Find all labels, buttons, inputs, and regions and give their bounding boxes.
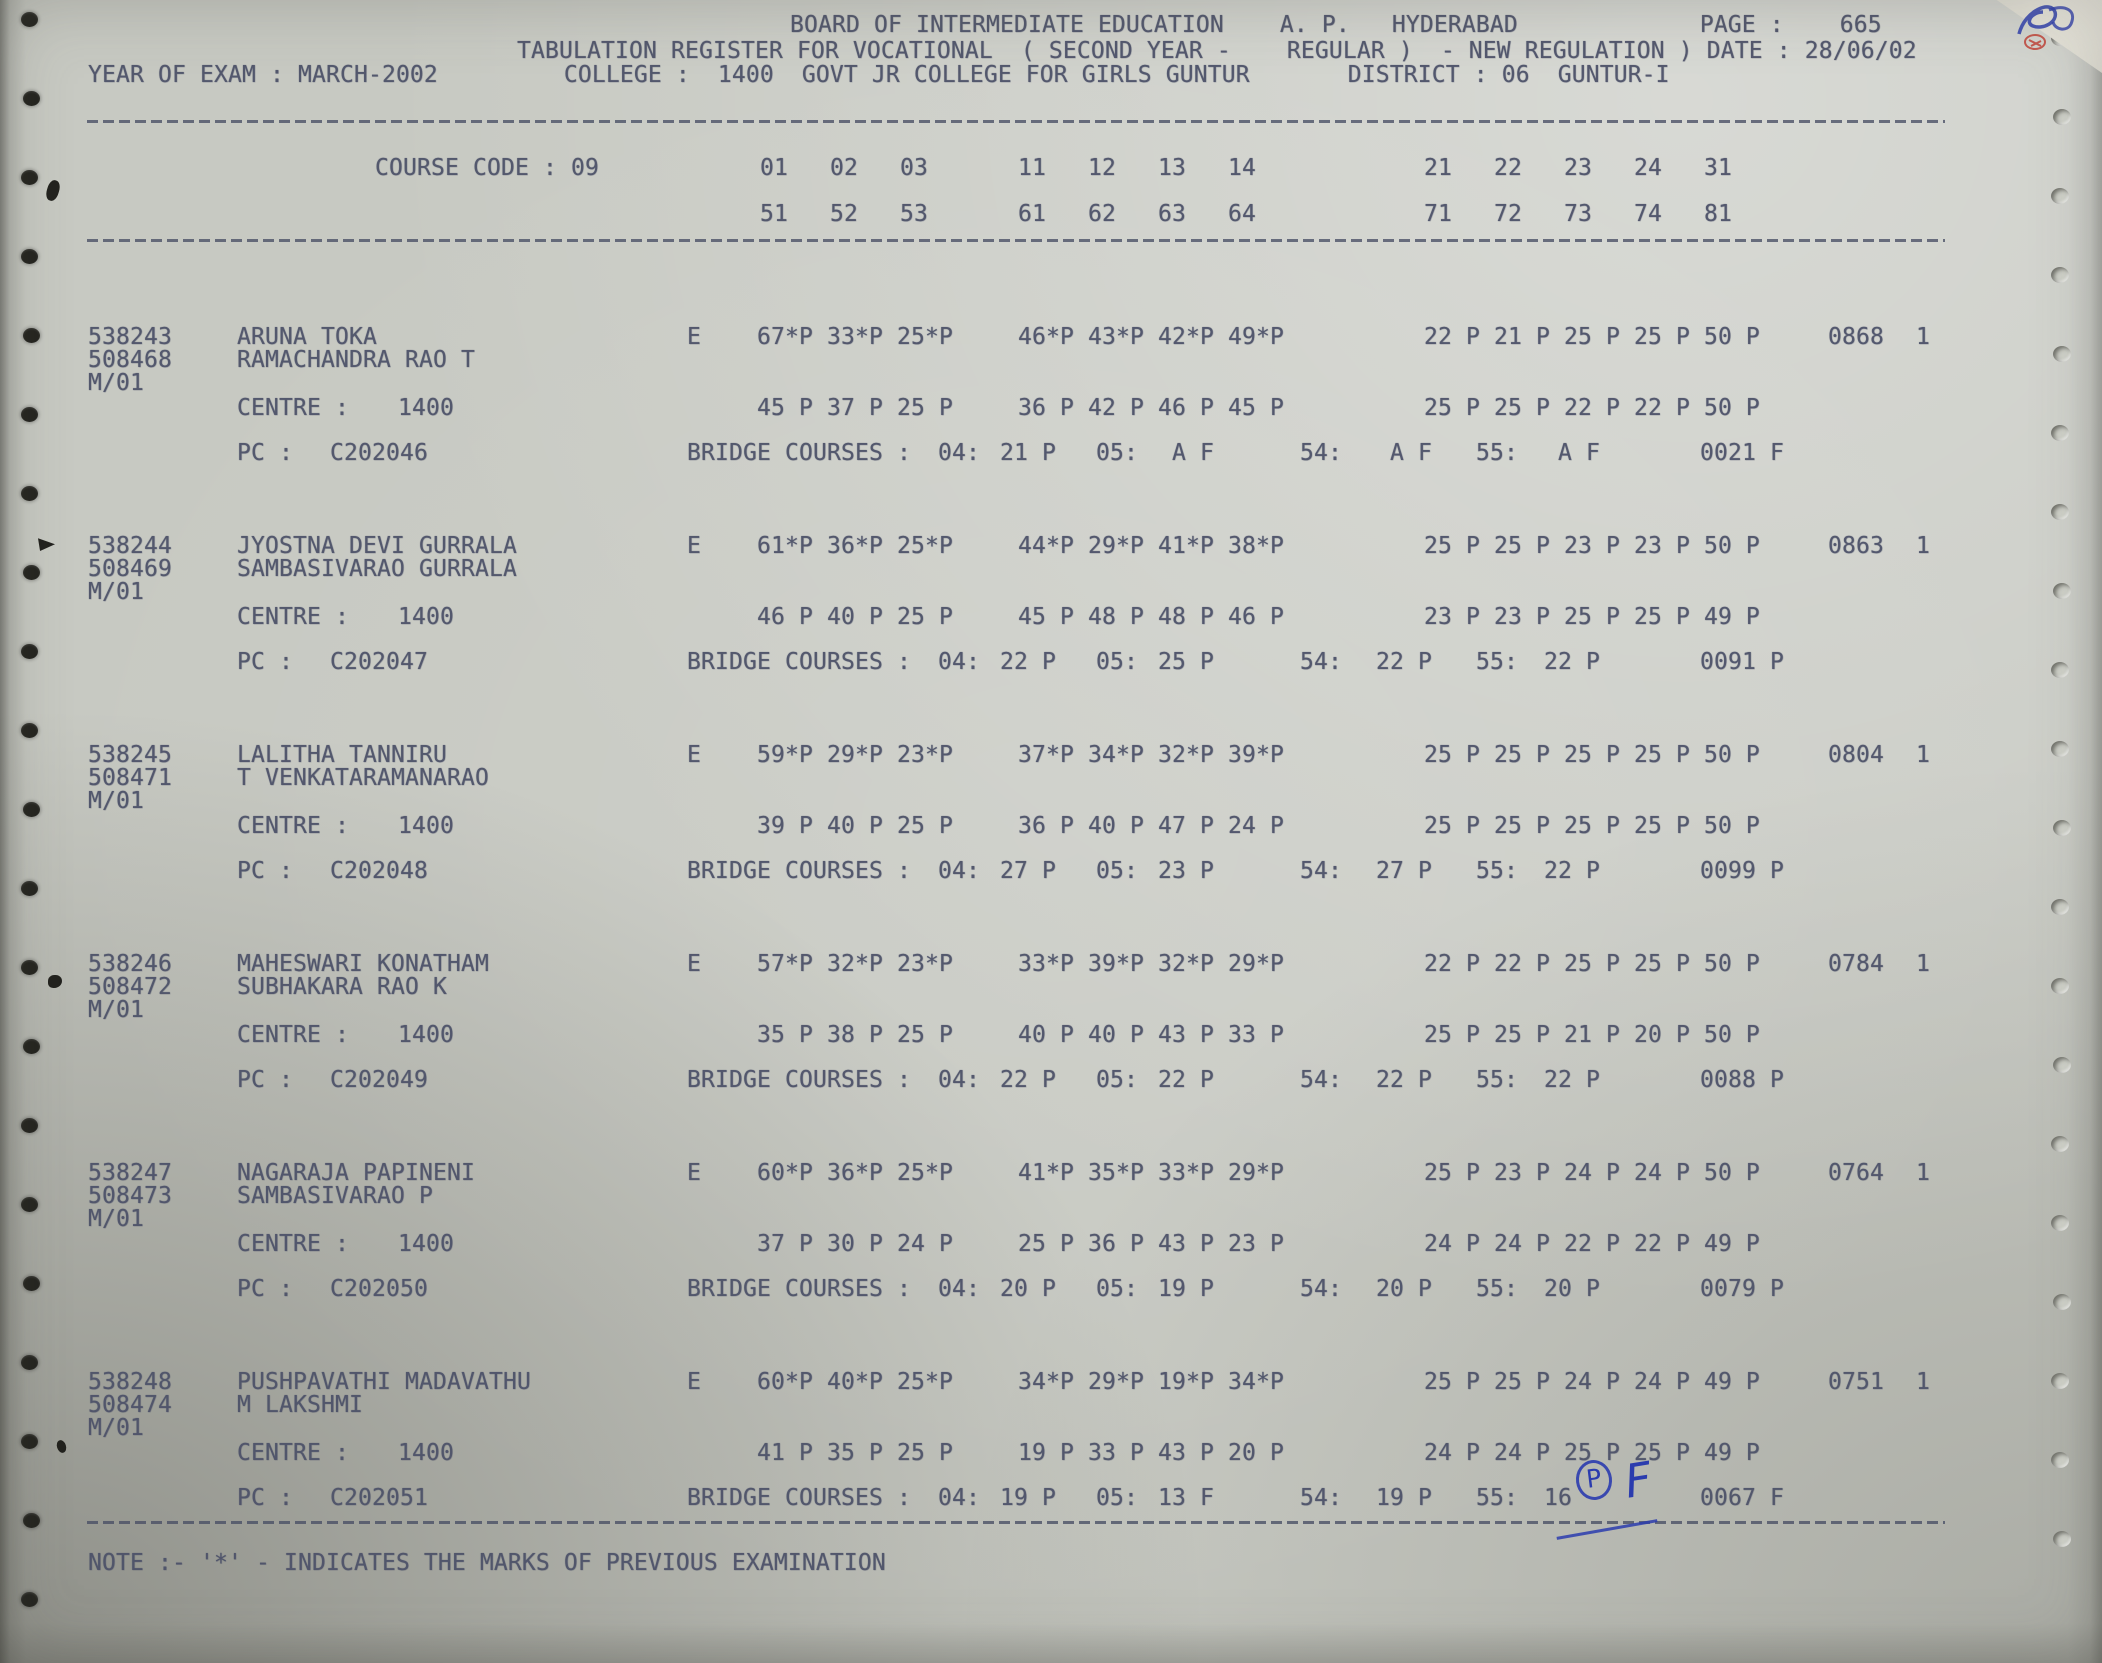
pc-label: PC : <box>237 649 293 675</box>
parent-name: SUBHAKARA RAO K <box>237 974 447 1000</box>
pc-label: PC : <box>237 1276 293 1302</box>
attempt-no: 1 <box>1916 1369 1930 1395</box>
bridge-mark: 21 P <box>1000 440 1056 466</box>
pc-label: PC : <box>237 1485 293 1511</box>
centre-label: CENTRE : <box>237 813 349 839</box>
year1-marks-group2: 46*P 43*P 42*P 49*P <box>1018 324 1284 350</box>
bridge-mark: 20 P <box>1000 1276 1056 1302</box>
bridge-code: 05: <box>1096 1485 1138 1511</box>
bridge-mark: 19 P <box>1000 1485 1056 1511</box>
student-name: MAHESWARI KONATHAM <box>237 951 489 977</box>
sprocket-hole <box>21 644 38 659</box>
pen-annotation <box>1576 1451 1656 1509</box>
bridge-code: 54: <box>1300 649 1342 675</box>
sprocket-hole <box>2053 346 2071 362</box>
bridge-mark: A F <box>1158 440 1214 466</box>
medium-code: M/01 <box>88 579 144 605</box>
alt-no: 508468 <box>88 347 172 373</box>
sprocket-hole <box>21 960 38 975</box>
sprocket-hole <box>2051 1373 2069 1389</box>
year1-marks-group1: 60*P 36*P 25*P <box>757 1160 953 1186</box>
year1-marks-group3: 25 P 25 P 25 P 25 P 50 P <box>1424 742 1760 768</box>
centre-value: 1400 <box>398 604 454 630</box>
attempt-no: 1 <box>1916 324 1930 350</box>
bridge-courses-label: BRIDGE COURSES : <box>687 1276 911 1302</box>
year1-total: 0863 <box>1828 533 1884 559</box>
sprocket-hole <box>2051 188 2069 204</box>
sprocket-hole <box>2053 1057 2071 1073</box>
medium-code: M/01 <box>88 997 144 1023</box>
student-name: LALITHA TANNIRU <box>237 742 447 768</box>
sprocket-hole <box>23 91 40 106</box>
student-name: PUSHPAVATHI MADAVATHU <box>237 1369 531 1395</box>
year1-total: 0804 <box>1828 742 1884 768</box>
bridge-total: 0079 P <box>1700 1276 1784 1302</box>
sprocket-hole <box>23 1039 40 1054</box>
bridge-mark: 22 P <box>1376 649 1432 675</box>
medium-code: M/01 <box>88 1415 144 1441</box>
bridge-mark: 20 P <box>1376 1276 1432 1302</box>
sprocket-hole <box>2051 662 2069 678</box>
year2-marks-group1: 45 P 37 P 25 P <box>757 395 953 421</box>
ink-mark <box>55 1439 68 1454</box>
centre-value: 1400 <box>398 395 454 421</box>
sprocket-hole <box>2051 899 2069 915</box>
year1-marks-group1: 59*P 29*P 23*P <box>757 742 953 768</box>
year1-marks-group2: 37*P 34*P 32*P 39*P <box>1018 742 1284 768</box>
bridge-mark: A F <box>1544 440 1600 466</box>
centre-value: 1400 <box>398 1022 454 1048</box>
sprocket-hole <box>2051 741 2069 757</box>
sprocket-hole <box>2051 425 2069 441</box>
subject-codes-row1-group1: 01 02 03 <box>760 155 928 181</box>
bridge-mark: 16 <box>1544 1485 1572 1511</box>
year1-marks-group2: 41*P 35*P 33*P 29*P <box>1018 1160 1284 1186</box>
year1-marks-group1: 61*P 36*P 25*P <box>757 533 953 559</box>
bridge-mark: 25 P <box>1158 649 1214 675</box>
reg-no: 538244 <box>88 533 172 559</box>
sprocket-hole <box>21 12 38 27</box>
year2-marks-group3: 25 P 25 P 22 P 22 P 50 P <box>1424 395 1760 421</box>
sprocket-hole <box>23 1513 40 1528</box>
pc-value: C202047 <box>330 649 428 675</box>
ink-mark <box>44 179 61 202</box>
ink-mark <box>38 536 55 551</box>
bridge-code: 04: <box>938 440 980 466</box>
year1-total: 0764 <box>1828 1160 1884 1186</box>
bridge-courses-label: BRIDGE COURSES : <box>687 1485 911 1511</box>
attempt-no: 1 <box>1916 742 1930 768</box>
language-flag: E <box>687 742 701 768</box>
pc-label: PC : <box>237 1067 293 1093</box>
subject-codes-row2-group3: 71 72 73 74 81 <box>1424 201 1732 227</box>
centre-label: CENTRE : <box>237 1022 349 1048</box>
year2-marks-group3: 24 P 24 P 25 P 25 P 49 P <box>1424 1440 1760 1466</box>
centre-label: CENTRE : <box>237 395 349 421</box>
alt-no: 508472 <box>88 974 172 1000</box>
bridge-mark: 22 P <box>1158 1067 1214 1093</box>
pc-value: C202051 <box>330 1485 428 1511</box>
sprocket-hole <box>2053 583 2071 599</box>
bridge-code: 05: <box>1096 1276 1138 1302</box>
bridge-mark: 27 P <box>1000 858 1056 884</box>
bridge-courses-label: BRIDGE COURSES : <box>687 649 911 675</box>
pc-label: PC : <box>237 858 293 884</box>
pc-value: C202046 <box>330 440 428 466</box>
sprocket-hole <box>2051 504 2069 520</box>
sprocket-hole <box>21 486 38 501</box>
bridge-mark: 13 F <box>1158 1485 1214 1511</box>
sprocket-hole <box>21 1355 38 1370</box>
pen-letter: F <box>1621 1451 1656 1509</box>
year2-marks-group1: 46 P 40 P 25 P <box>757 604 953 630</box>
bridge-mark: 22 P <box>1376 1067 1432 1093</box>
bridge-mark: 19 P <box>1158 1276 1214 1302</box>
bridge-mark: 22 P <box>1544 649 1600 675</box>
header-board-line: BOARD OF INTERMEDIATE EDUCATION A. P. HYDERABAD PAGE : 665 <box>790 12 1882 38</box>
parent-name: T VENKATARAMANARAO <box>237 765 489 791</box>
bridge-total: 0067 F <box>1700 1485 1784 1511</box>
reg-no: 538246 <box>88 951 172 977</box>
attempt-no: 1 <box>1916 1160 1930 1186</box>
bridge-mark: 22 P <box>1000 1067 1056 1093</box>
year2-marks-group2: 36 P 40 P 47 P 24 P <box>1018 813 1284 839</box>
bridge-total: 0088 P <box>1700 1067 1784 1093</box>
language-flag: E <box>687 1369 701 1395</box>
sprocket-hole <box>2053 1294 2071 1310</box>
bridge-mark: 23 P <box>1158 858 1214 884</box>
bridge-code: 54: <box>1300 1067 1342 1093</box>
year1-marks-group2: 34*P 29*P 19*P 34*P <box>1018 1369 1284 1395</box>
language-flag: E <box>687 1160 701 1186</box>
bridge-code: 05: <box>1096 858 1138 884</box>
year1-marks-group1: 67*P 33*P 25*P <box>757 324 953 350</box>
alt-no: 508473 <box>88 1183 172 1209</box>
bridge-code: 05: <box>1096 1067 1138 1093</box>
year2-marks-group2: 19 P 33 P 43 P 20 P <box>1018 1440 1284 1466</box>
year1-marks-group1: 60*P 40*P 25*P <box>757 1369 953 1395</box>
reg-no: 538243 <box>88 324 172 350</box>
parent-name: SAMBASIVARAO GURRALA <box>237 556 517 582</box>
bridge-mark: 19 P <box>1376 1485 1432 1511</box>
parent-name: RAMACHANDRA RAO T <box>237 347 475 373</box>
year1-total: 0751 <box>1828 1369 1884 1395</box>
year2-marks-group3: 25 P 25 P 21 P 20 P 50 P <box>1424 1022 1760 1048</box>
subject-codes-row1-group3: 21 22 23 24 31 <box>1424 155 1732 181</box>
year1-total: 0784 <box>1828 951 1884 977</box>
year1-marks-group3: 25 P 25 P 24 P 24 P 49 P <box>1424 1369 1760 1395</box>
sprocket-hole <box>23 1276 40 1291</box>
sprocket-hole <box>2051 267 2069 283</box>
pc-label: PC : <box>237 440 293 466</box>
reg-no: 538248 <box>88 1369 172 1395</box>
year2-marks-group2: 40 P 40 P 43 P 33 P <box>1018 1022 1284 1048</box>
sprocket-hole <box>2051 1136 2069 1152</box>
bridge-code: 04: <box>938 1485 980 1511</box>
bridge-code: 04: <box>938 858 980 884</box>
year1-marks-group3: 25 P 25 P 23 P 23 P 50 P <box>1424 533 1760 559</box>
year2-marks-group1: 39 P 40 P 25 P <box>757 813 953 839</box>
sprocket-hole <box>21 1592 38 1607</box>
bridge-code: 54: <box>1300 1276 1342 1302</box>
pc-value: C202048 <box>330 858 428 884</box>
bridge-code: 54: <box>1300 858 1342 884</box>
year2-marks-group3: 24 P 24 P 22 P 22 P 49 P <box>1424 1231 1760 1257</box>
language-flag: E <box>687 533 701 559</box>
medium-code: M/01 <box>88 370 144 396</box>
year2-marks-group2: 36 P 42 P 46 P 45 P <box>1018 395 1284 421</box>
year1-marks-group2: 44*P 29*P 41*P 38*P <box>1018 533 1284 559</box>
bridge-code: 55: <box>1476 1276 1518 1302</box>
sprocket-hole <box>21 170 38 185</box>
centre-label: CENTRE : <box>237 604 349 630</box>
centre-label: CENTRE : <box>237 1231 349 1257</box>
year1-marks-group3: 25 P 23 P 24 P 24 P 50 P <box>1424 1160 1760 1186</box>
sprocket-hole <box>2053 820 2071 836</box>
sprocket-hole <box>21 249 38 264</box>
separator-line <box>87 120 1945 123</box>
bridge-code: 55: <box>1476 1067 1518 1093</box>
alt-no: 508474 <box>88 1392 172 1418</box>
year1-marks-group3: 22 P 21 P 25 P 25 P 50 P <box>1424 324 1760 350</box>
sprocket-hole <box>2053 1531 2071 1547</box>
sprocket-hole <box>21 881 38 896</box>
centre-value: 1400 <box>398 813 454 839</box>
header-exam-college-line: YEAR OF EXAM : MARCH-2002 COLLEGE : 1400 GOVT JR COLLEGE FOR GIRLS GUNTUR DISTRICT : 06 GUNTUR-I <box>88 62 1670 88</box>
attempt-no: 1 <box>1916 533 1930 559</box>
bridge-total: 0099 P <box>1700 858 1784 884</box>
year2-marks-group1: 41 P 35 P 25 P <box>757 1440 953 1466</box>
bridge-mark: 22 P <box>1544 1067 1600 1093</box>
bridge-code: 04: <box>938 1067 980 1093</box>
separator-line <box>87 239 1945 242</box>
bridge-code: 04: <box>938 1276 980 1302</box>
pc-value: C202049 <box>330 1067 428 1093</box>
medium-code: M/01 <box>88 1206 144 1232</box>
red-pen-scribble-icon <box>2025 35 2045 49</box>
bridge-mark: 20 P <box>1544 1276 1600 1302</box>
alt-no: 508469 <box>88 556 172 582</box>
year2-marks-group2: 45 P 48 P 48 P 46 P <box>1018 604 1284 630</box>
year2-marks-group3: 23 P 23 P 25 P 25 P 49 P <box>1424 604 1760 630</box>
footnote: NOTE :- '*' - INDICATES THE MARKS OF PREVIOUS EXAMINATION <box>88 1550 886 1576</box>
bridge-courses-label: BRIDGE COURSES : <box>687 1067 911 1093</box>
centre-value: 1400 <box>398 1440 454 1466</box>
bridge-code: 54: <box>1300 1485 1342 1511</box>
attempt-no: 1 <box>1916 951 1930 977</box>
bridge-code: 54: <box>1300 440 1342 466</box>
separator-line <box>87 1521 1945 1524</box>
bridge-mark: 22 P <box>1544 858 1600 884</box>
reg-no: 538245 <box>88 742 172 768</box>
sprocket-hole <box>23 802 40 817</box>
year1-total: 0868 <box>1828 324 1884 350</box>
sprocket-hole <box>23 328 40 343</box>
year2-marks-group2: 25 P 36 P 43 P 23 P <box>1018 1231 1284 1257</box>
header-register-line: TABULATION REGISTER FOR VOCATIONAL ( SECOND YEAR - REGULAR ) - NEW REGULATION ) DATE : 28/06/02 <box>517 38 1917 64</box>
sprocket-hole <box>21 1197 38 1212</box>
parent-name: M LAKSHMI <box>237 1392 363 1418</box>
ink-mark <box>48 975 62 988</box>
reg-no: 538247 <box>88 1160 172 1186</box>
bridge-total: 0091 P <box>1700 649 1784 675</box>
bridge-courses-label: BRIDGE COURSES : <box>687 858 911 884</box>
bridge-mark: A F <box>1376 440 1432 466</box>
student-name: NAGARAJA PAPINENI <box>237 1160 475 1186</box>
centre-label: CENTRE : <box>237 1440 349 1466</box>
subject-codes-row2-group2: 61 62 63 64 <box>1018 201 1256 227</box>
bridge-code: 05: <box>1096 440 1138 466</box>
student-name: JYOSTNA DEVI GURRALA <box>237 533 517 559</box>
year1-marks-group1: 57*P 32*P 23*P <box>757 951 953 977</box>
sprocket-hole <box>21 407 38 422</box>
corner-fold <box>1985 0 2102 96</box>
year1-marks-group2: 33*P 39*P 32*P 29*P <box>1018 951 1284 977</box>
pen-circled-letter: P <box>1574 1458 1615 1502</box>
year1-marks-group3: 22 P 22 P 25 P 25 P 50 P <box>1424 951 1760 977</box>
language-flag: E <box>687 951 701 977</box>
sprocket-hole <box>21 723 38 738</box>
bridge-total: 0021 F <box>1700 440 1784 466</box>
bridge-code: 55: <box>1476 440 1518 466</box>
alt-no: 508471 <box>88 765 172 791</box>
course-code-label: COURSE CODE : 09 <box>375 155 599 181</box>
bridge-courses-label: BRIDGE COURSES : <box>687 440 911 466</box>
parent-name: SAMBASIVARAO P <box>237 1183 433 1209</box>
year2-marks-group1: 35 P 38 P 25 P <box>757 1022 953 1048</box>
sprocket-hole <box>2051 1452 2069 1468</box>
bridge-code: 05: <box>1096 649 1138 675</box>
subject-codes-row2-group1: 51 52 53 <box>760 201 928 227</box>
pc-value: C202050 <box>330 1276 428 1302</box>
corner-pen-marks <box>1985 0 2102 96</box>
bridge-code: 55: <box>1476 858 1518 884</box>
sprocket-hole <box>21 1434 38 1449</box>
medium-code: M/01 <box>88 788 144 814</box>
year2-marks-group3: 25 P 25 P 25 P 25 P 50 P <box>1424 813 1760 839</box>
sprocket-hole <box>2053 109 2071 125</box>
bridge-mark: 22 P <box>1000 649 1056 675</box>
bridge-code: 04: <box>938 649 980 675</box>
student-name: ARUNA TOKA <box>237 324 377 350</box>
sprocket-hole <box>23 565 40 580</box>
sprocket-hole <box>21 1118 38 1133</box>
year2-marks-group1: 37 P 30 P 24 P <box>757 1231 953 1257</box>
bridge-code: 55: <box>1476 1485 1518 1511</box>
bridge-mark: 27 P <box>1376 858 1432 884</box>
sprocket-hole <box>2051 978 2069 994</box>
subject-codes-row1-group2: 11 12 13 14 <box>1018 155 1256 181</box>
bridge-code: 55: <box>1476 649 1518 675</box>
sprocket-hole <box>2051 1215 2069 1231</box>
language-flag: E <box>687 324 701 350</box>
centre-value: 1400 <box>398 1231 454 1257</box>
